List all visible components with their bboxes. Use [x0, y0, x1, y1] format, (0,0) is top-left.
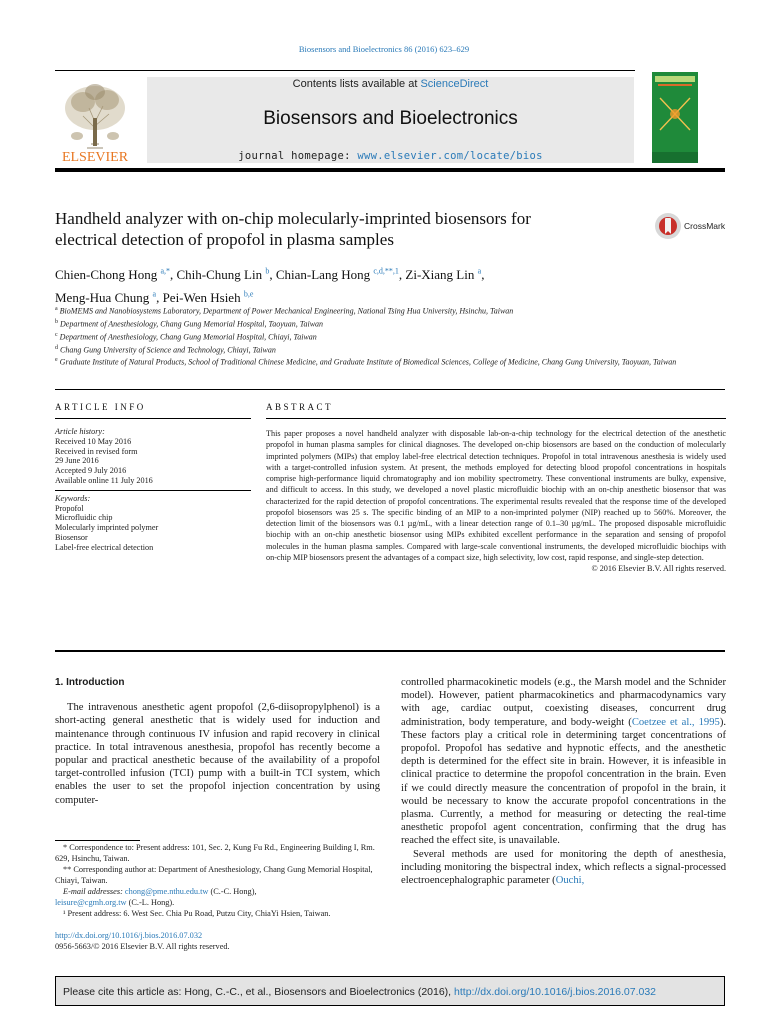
abstract-body: This paper proposes a novel handheld analyzer with disposable lab-on-a-chip technology for the electrical detection of the anesthetic propofol in human plasma samples for clinical diagnoses. The developed on-chip biosensors are based on the conduction of molecularly imprinted polymers (MIPs) that employ label-free electrical detection techniques. Propofol in total intravenous anesthesia is widely used with a target-controlled infusion system. At present, the methods employed for detecting blood propofol concentrations in hospitals comprise high-performance liquid chromatography and ion mobility spectrometry. These conventional instruments are bulky, expensive, and difficult to access. In this study, we developed a novel plastic microfluidic biochip with an on-chip anesthetic biosensor that was characterized for the rapid detection of propofol concentrations. The experimental results revealed that the response time of the developed propofol biosensors was 25 s. The specific binding of an MIP to a non-imprinted polymer (NIP) reached up to 560%. Moreover, the detection limit of the biosensors was 0.1 µg/mL, with a linear detection range of 0.1–30 µg/mL. The proposed disposable microfluidic biochip with an on-chip anesthetic biosensor using MIPs exhibited excellent performance in the separation and sensing of propofol molecules in the human plasma samples. Compared with large-scale conventional instruments, the developed microfluidic biochips with on-chip MIP biosensors present the advantages of a compact size, high selectivity, low cost, rapid response, and single-step detection. [266, 429, 726, 562]
doi-block [55, 930, 385, 952]
intro-paragraph-2: controlled pharmacokinetic models (e.g., the Marsh model and the Schnider model). However, patient pharmacokinetics and pharmacodynamics vary with age, cardiac output, coexisting diseases, concurrent drug administration, body temperature, and body-weight (Coetzee et al., 1995). These factors play a critical role in determining target concentrations of propofol. Propofol has sedative and hypnotic effects, and the anesthetic depth is determined for the effect site in brain. However, it is infeasible in clinical practice to determine the propofol concentration in the brain. Even if we could directly measure the concentration of propofol in the brain, it would be necessary to know the accurate propofol concentrations in the plasma. Currently, a method for measuring or detecting the real-time anesthetic propofol agent concentration, confirming that the drug has reached the effect site, is unavailable. [401, 677, 726, 847]
info-divider [55, 490, 251, 491]
author-4 [405, 267, 484, 282]
abstract [266, 428, 726, 574]
contents-prefix: Contents lists available at [292, 78, 421, 90]
contents-line [147, 78, 634, 90]
reference-link[interactable]: Ouchi, [555, 875, 585, 887]
paper-title [55, 208, 645, 250]
author-affil-ref[interactable]: a [477, 267, 482, 276]
author-affil-ref[interactable]: c,d,**,1 [373, 267, 399, 276]
intro-left-column [55, 676, 380, 807]
homepage-prefix: journal homepage: [238, 150, 358, 162]
abstract-bottom-rule [55, 650, 725, 652]
crossmark-icon [654, 212, 682, 240]
author-6 [163, 290, 254, 305]
footnote-emails-cont: leisure@cgmh.org.tw (C.-L. Hong). [55, 898, 175, 907]
keyword: Molecularly imprinted polymer [55, 523, 159, 533]
history-label: Article history: [55, 427, 105, 436]
affiliation-e: $^e$ Graduate Institute of Natural Products, School of Traditional Chinese Medicine, and Graduate Institute of Biomedical Sciences, College of Medicine, Chang Gung University, Taoyuan, Taiwan [55, 357, 677, 368]
author-list [55, 262, 735, 307]
article-info [55, 427, 251, 553]
article-info-rule [55, 418, 251, 419]
footnote-corresponding-author: ** Corresponding author at: Department of Anesthesiology, Chang Gung Memorial Hospital, Chiayi, Taiwan. [55, 865, 373, 885]
author-sep: , [269, 267, 276, 283]
author-affil-ref[interactable]: b [265, 267, 270, 276]
history-item: Accepted 9 July 2016 [55, 466, 127, 476]
author-5 [55, 290, 163, 305]
history-item: 29 June 2016 [55, 456, 99, 466]
header-bottom-rule [55, 168, 725, 172]
journal-cover-image[interactable] [652, 72, 698, 163]
keyword: Label-free electrical detection [55, 542, 154, 552]
affiliation-a: $^a$ BioMEMS and Nanobiosystems Laboratory, Department of Power Mechanical Engineering, National Tsing Hua University, Hsinchu, Taiwan [55, 306, 514, 316]
affiliation-d: $^d$ Chang Gung University of Science and Technology, Chiayi, Taiwan [55, 344, 276, 355]
affiliation-c: $^c$ Department of Anesthesiology, Chang Gung Memorial Hospital, Chiayi, Taiwan [55, 331, 317, 342]
history-item: Received in revised form [55, 446, 138, 456]
crossmark-badge[interactable] [654, 212, 729, 240]
intro-paragraph-3: Several methods are used for monitoring the depth of anesthesia, including monitoring the bispectral index, which reflects a signal-processed electroencephalographic parameter (Ouchi, [401, 848, 726, 887]
crossmark-label: CrossMark [684, 221, 726, 231]
author-sep: , [398, 267, 406, 283]
author-sep: , [481, 267, 485, 283]
section-rule [55, 389, 725, 390]
elsevier-wordmark: ELSEVIER [61, 150, 129, 162]
author-sep: , [170, 267, 177, 283]
keyword: Propofol [55, 503, 84, 513]
abstract-copyright: © 2016 Elsevier B.V. All rights reserved. [591, 564, 726, 573]
keyword: Microfluidic chip [55, 513, 113, 523]
intro-paragraph-1: The intravenous anesthetic agent propofol (2,6-diisopropylphenol) is a short-acting general anesthetic that is widely used for induction and maintenance through continuous IV infusion and rapid recovery in clinical practice. In total intravenous anesthesia, propofol has recently become a popular and practical anesthetic because of the availability of a propofol target-controlled infusion (TCI) pump with a built-in TCI system, which enables the user to set the propofol injection concentration by using computer- [55, 702, 380, 806]
cite-prefix: Please cite this article as: Hong, C.-C., et al., Biosensors and Bioelectronics (2016), [63, 986, 455, 998]
history-item: Available online 11 July 2016 [55, 475, 153, 485]
author-name: Chih-Chung Lin [176, 267, 263, 283]
paper-title-line-2: electrical detection of propofol in plasma samples [55, 230, 394, 249]
reference-link[interactable]: Coetzee et al., 1995 [631, 716, 720, 728]
footnotes [55, 842, 385, 919]
email-link[interactable]: chong@pme.nthu.edu.tw [124, 887, 209, 896]
intro-right-column [401, 676, 726, 887]
homepage-link[interactable]: www.elsevier.com/locate/bios [357, 150, 543, 162]
footnote-rule [55, 840, 140, 841]
author-sep: , [156, 289, 163, 305]
elsevier-logo [55, 78, 135, 162]
doi-link[interactable]: http://dx.doi.org/10.1016/j.bios.2016.07.032 [55, 931, 203, 940]
author-2 [177, 267, 276, 282]
journal-homepage [147, 150, 634, 162]
footnote-present-address: ¹ Present address: 6. West Sec. Chia Pu Road, Putzu City, ChiaYi Hsien, Taiwan. [63, 909, 331, 918]
affiliation-b: $^b$ Department of Anesthesiology, Chang Gung Memorial Hospital, Taoyuan, Taiwan [55, 318, 324, 329]
intro-heading: 1. Introduction [55, 677, 125, 688]
elsevier-tree-icon [55, 78, 135, 162]
article-info-heading: ARTICLE INFO [55, 402, 146, 412]
issn-line: 0956-5663/© 2016 Elsevier B.V. All rights reserved. [55, 942, 230, 951]
author-name: Chien-Chong Hong [55, 267, 158, 283]
author-affil-ref[interactable]: b,e [243, 289, 254, 299]
abstract-heading: ABSTRACT [266, 402, 334, 412]
history-item: Received 10 May 2016 [55, 436, 132, 446]
paper-title-line-1: Handheld analyzer with on-chip molecularly-imprinted biosensors for [55, 209, 531, 228]
footnote-correspondence: * Correspondence to: Present address: 101, Sec. 2, Kung Fu Rd., Engineering Building I, Rm. 629, Hsinchu, Taiwan. [55, 843, 375, 863]
affiliations [55, 304, 695, 368]
author-name: Meng-Hua Chung [55, 289, 150, 305]
sciencedirect-link[interactable]: ScienceDirect [420, 78, 489, 90]
author-name: Zi-Xiang Lin [405, 267, 475, 283]
abstract-rule [266, 418, 726, 419]
author-affil-ref[interactable]: a,* [160, 267, 171, 276]
keyword: Biosensor [55, 532, 88, 542]
journal-citation[interactable]: Biosensors and Bioelectronics 86 (2016) 623–629 [298, 44, 470, 54]
author-affil-ref[interactable]: a [152, 289, 157, 299]
author-name: Chian-Lang Hong [275, 267, 371, 283]
keywords-label: Keywords: [55, 493, 91, 503]
footnote-emails: E-mail addresses: chong@pme.nthu.edu.tw (C.-C. Hong), [63, 887, 257, 896]
cite-this-article-box [55, 976, 725, 1006]
author-1 [55, 267, 177, 282]
journal-title: Biosensors and Bioelectronics [263, 108, 518, 129]
author-name: Pei-Wen Hsieh [162, 289, 241, 305]
author-3 [276, 267, 406, 282]
email-link[interactable]: leisure@cgmh.org.tw [55, 898, 127, 907]
cite-doi-link[interactable]: http://dx.doi.org/10.1016/j.bios.2016.07.032 [454, 986, 657, 998]
header-top-rule [55, 70, 635, 71]
